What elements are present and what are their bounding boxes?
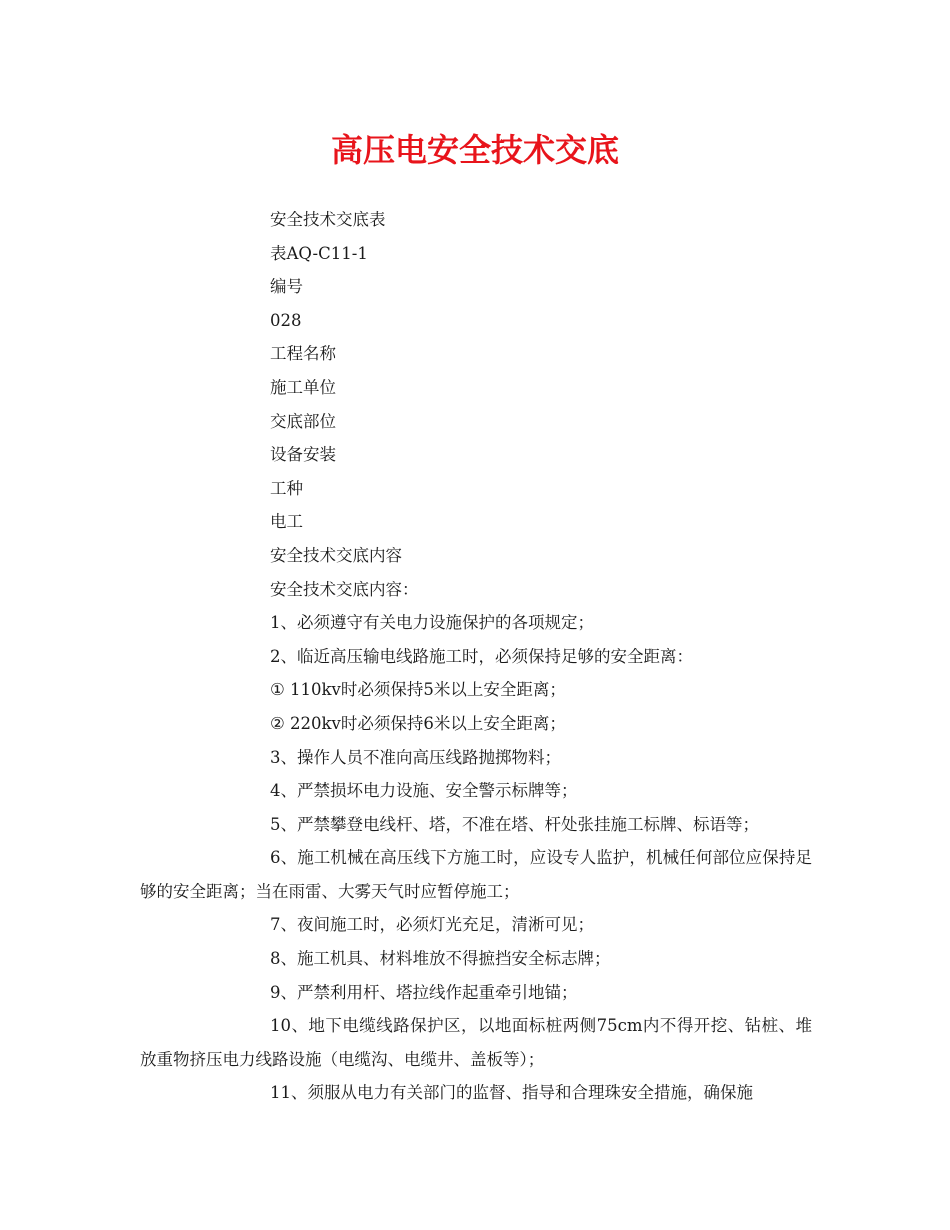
list-item: 7、夜间施工时，必须灯光充足，清淅可见； [270, 915, 594, 935]
list-item: 11、须服从电力有关部门的监督、指导和合理珠安全措施，确保施 [270, 1083, 753, 1103]
list-item: 8、施工机具、材料堆放不得摭挡安全标志牌； [270, 949, 611, 969]
header-line-location-value: 设备安装 [270, 445, 336, 465]
list-item: ② 220kv时必须保持6米以上安全距离； [270, 713, 566, 733]
list-item: 9、严禁利用杆、塔拉线作起重牵引地锚； [270, 982, 578, 1002]
header-line-content-heading: 安全技术交底内容 [270, 545, 402, 565]
header-line-construction-unit: 施工单位 [270, 377, 336, 397]
header-line-number-label: 编号 [270, 277, 303, 297]
header-line-trade-label: 工种 [270, 478, 303, 498]
document-body [140, 203, 812, 1110]
list-item: 4、严禁损坏电力设施、安全警示标牌等； [270, 781, 578, 801]
list-item: 10、地下电缆线路保护区，以地面标桩两侧75cm内不得开挖、钻桩、堆放重物挤压电力线路设施（电缆沟、电缆井、盖板等）； [140, 1016, 812, 1069]
header-line-project-name: 工程名称 [270, 344, 336, 364]
list-item: 6、施工机械在高压线下方施工时，应设专人监护，机械任何部位应保持足够的安全距离；当在雨雷、大雾天气时应暂停施工； [140, 848, 812, 901]
list-item: 2、临近高压输电线路施工时，必须保持足够的安全距离： [270, 646, 693, 666]
header-line-trade-value: 电工 [270, 512, 303, 532]
list-item: 1、必须遵守有关电力设施保护的各项规定； [270, 613, 594, 633]
header-line-location-label: 交底部位 [270, 411, 336, 431]
header-line-form-name: 安全技术交底表 [270, 210, 386, 229]
list-item: 3、操作人员不准向高压线路抛掷物料； [270, 747, 561, 767]
document-title: 高压电安全技术交底 [330, 131, 619, 169]
list-item: ① 110kv时必须保持5米以上安全距离； [270, 680, 566, 700]
header-line-number-value: 028 [270, 310, 302, 330]
list-item: 5、严禁攀登电线杆、塔，不准在塔、杆处张挂施工标牌、标语等； [270, 814, 759, 834]
header-line-form-code: 表AQ-C11-1 [270, 243, 368, 263]
header-line-content-intro: 安全技术交底内容： [270, 579, 419, 599]
